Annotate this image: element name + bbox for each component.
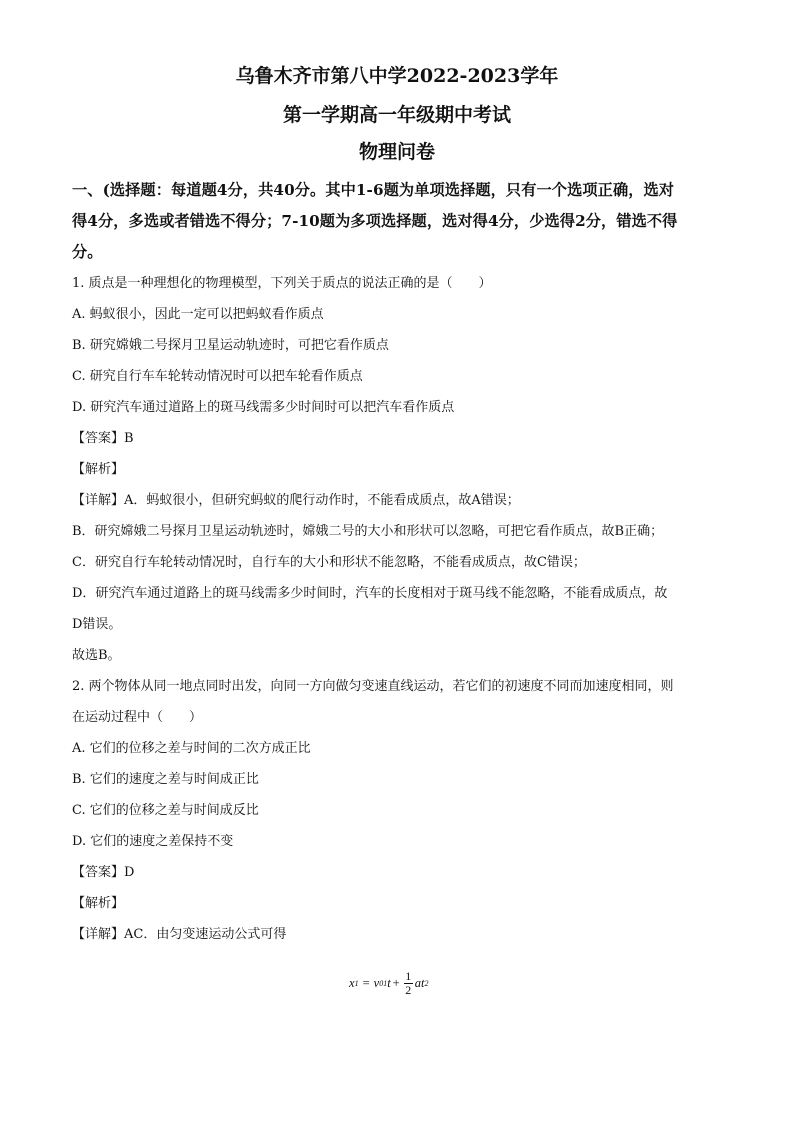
formula-plus: +	[392, 976, 400, 990]
formula-x: x	[349, 976, 355, 990]
question-1-analysis-label: 【解析】	[72, 462, 125, 477]
section-heading-line: 得4分，多选或者错选不得分；7-10题为多项选择题，选对得4分，少选得2分，错选不得	[72, 212, 678, 230]
question-2-detail-line: 【详解】AC．由匀变速运动公式可得	[72, 927, 287, 942]
question-1-answer: 【答案】B	[72, 431, 134, 446]
question-2-option-d: D. 它们的速度之差保持不变	[72, 834, 234, 849]
question-1-detail-line: B．研究嫦娥二号探月卫星运动轨迹时，嫦娥二号的大小和形状可以忽略，可把它看作质点，故B正确；	[72, 524, 664, 539]
formula-v-subscript: 01	[379, 979, 388, 988]
question-2-analysis-label: 【解析】	[72, 896, 125, 911]
kinematics-formula	[349, 970, 428, 997]
question-1-option-d: D. 研究汽车通过道路上的斑马线需多少时间时可以把汽车看作质点	[72, 400, 455, 415]
question-1-detail-line: C．研究自行车轮转动情况时，自行车的大小和形状不能忽略，不能看成质点，故C错误；	[72, 555, 586, 570]
question-2-answer: 【答案】D	[72, 865, 135, 880]
title-subject: 物理问卷	[358, 141, 435, 163]
formula-x-subscript: 1	[354, 979, 359, 988]
question-2-stem: 2. 两个物体从同一地点同时出发，向同一方向做匀变速直线运动，若它们的初速度不同而加速度相同，则	[72, 679, 674, 694]
question-1-detail-line: D．研究汽车通过道路上的斑马线需多少时间时，汽车的长度相对于斑马线不能忽略，不能看成质点，故	[72, 586, 668, 601]
formula-equals: =	[362, 976, 370, 990]
section-heading-line: 分。	[72, 243, 103, 261]
question-1-option-c: C. 研究自行车车轮转动情况时可以把车轮看作质点	[72, 369, 363, 384]
fraction-numerator: 1	[405, 969, 412, 983]
title-exam: 第一学期高一年级期中考试	[282, 104, 511, 126]
title-school: 乌鲁木齐市第八中学2022-2023学年	[235, 65, 559, 87]
question-2-option-c: C. 它们的位移之差与时间成反比	[72, 803, 259, 818]
formula-v: v	[373, 976, 380, 990]
question-1-stem: 1. 质点是一种理想化的物理模型，下列关于质点的说法正确的是（ ）	[72, 276, 492, 291]
formula-at: at	[414, 976, 425, 990]
question-1-option-a: A. 蚂蚁很小，因此一定可以把蚂蚁看作质点	[72, 307, 324, 322]
formula-fraction	[404, 970, 413, 997]
section-heading-line: 一、(选择题：每道题4分，共40分。其中1-6题为单项选择题，只有一个选项正确，选对	[72, 181, 675, 199]
question-1-detail-line: D错误。	[72, 617, 122, 632]
question-2-option-b: B. 它们的速度之差与时间成正比	[72, 772, 259, 787]
question-1-option-b: B. 研究嫦娥二号探月卫星运动轨迹时，可把它看作质点	[72, 338, 389, 353]
formula-t: t	[387, 976, 391, 990]
question-1-detail-line: 【详解】A．蚂蚁很小，但研究蚂蚁的爬行动作时，不能看成质点，故A错误；	[72, 493, 520, 508]
question-1-conclusion: 故选B。	[72, 648, 121, 663]
fraction-denominator: 2	[405, 983, 412, 997]
formula-exponent: 2	[424, 979, 429, 988]
question-2-stem: 在运动过程中（ ）	[72, 710, 203, 725]
question-2-option-a: A. 它们的位移之差与时间的二次方成正比	[72, 741, 311, 756]
document-page	[72, 66, 722, 950]
